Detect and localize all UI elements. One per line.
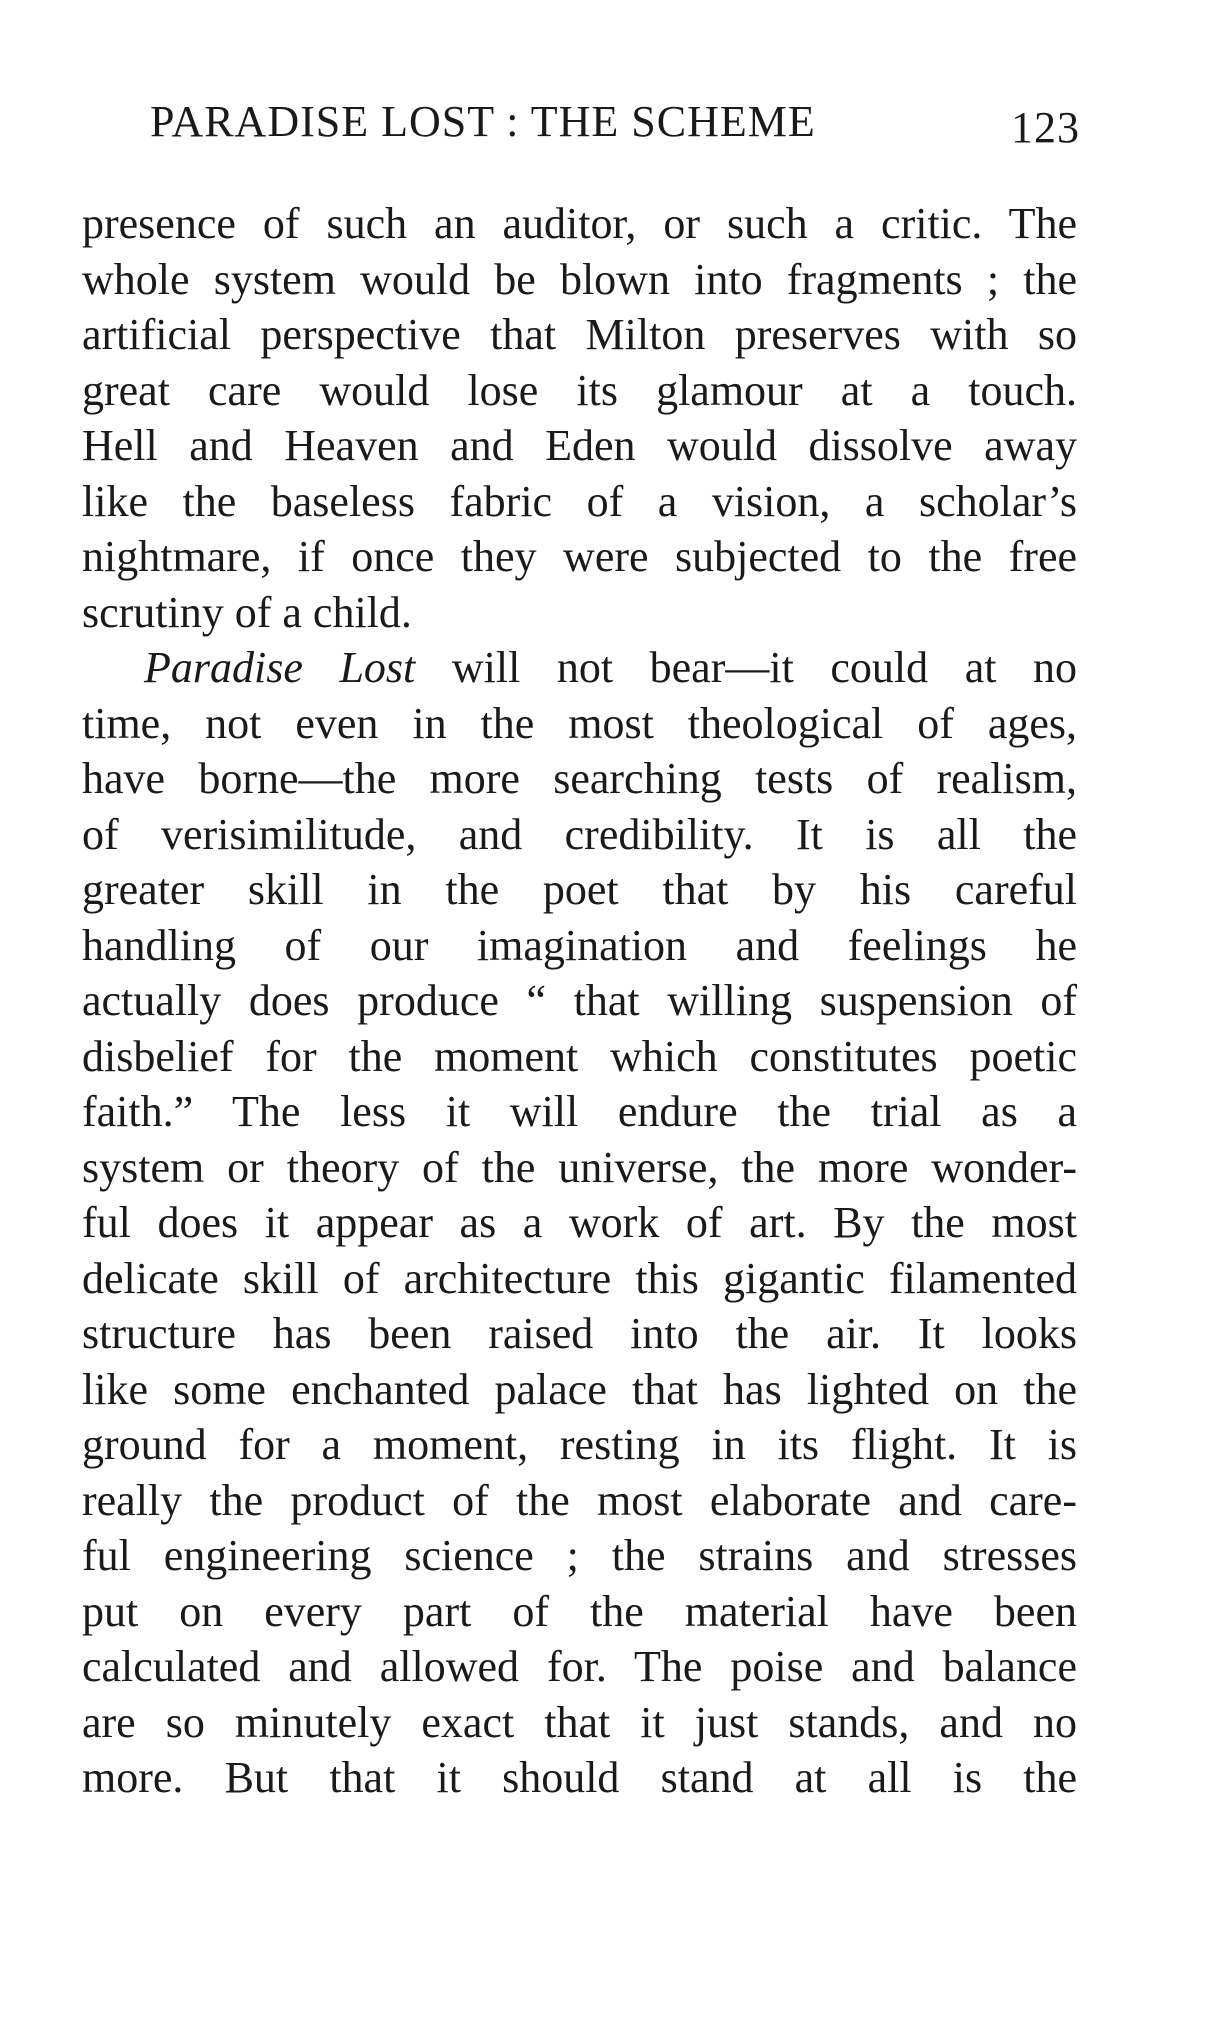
text-line: delicate skill of architecture this gigantic filamented xyxy=(82,1253,1077,1303)
text-line: ground for a moment, resting in its flight. It is xyxy=(82,1420,1077,1469)
text-line xyxy=(82,640,1077,696)
text-line: artificial perspective that Milton preserves with so xyxy=(82,310,1077,359)
text-line: like the baseless fabric of a vision, a scholar’s xyxy=(82,476,1077,526)
text-line: great care would lose its glamour at a touch. xyxy=(82,365,1077,415)
text-line: greater skill in the poet that by his careful xyxy=(82,865,1077,914)
text-line: time, not even in the most theological of ages, xyxy=(82,698,1077,748)
text-line: like some enchanted palace that has lighted on the xyxy=(82,1364,1077,1414)
text-line: faith.” The less it will endure the trial as a xyxy=(82,1087,1077,1136)
text-line: handling of our imagination and feelings he xyxy=(82,920,1077,970)
paragraph-2 xyxy=(82,640,1077,1806)
text-line: scrutiny of a child. xyxy=(82,587,412,637)
text-line: ful does it appear as a work of art. By the most xyxy=(82,1198,1077,1247)
text-line: ful engineering science ; the strains and stresses xyxy=(82,1531,1077,1580)
text-line: disbelief for the moment which constitutes poetic xyxy=(82,1031,1077,1081)
text-line: system or theory of the universe, the more wonder- xyxy=(82,1142,1077,1192)
text-line: are so minutely exact that it just stands, and no xyxy=(82,1697,1077,1747)
text-line: structure has been raised into the air. It looks xyxy=(82,1309,1077,1358)
text-line: have borne—the more searching tests of realism, xyxy=(82,754,1077,803)
body-text xyxy=(82,196,1077,1806)
text-line: whole system would be blown into fragments ; the xyxy=(82,254,1077,304)
paragraph-1 xyxy=(82,196,1077,640)
text-line: calculated and allowed for. The poise and balance xyxy=(82,1642,1077,1691)
text-line: of verisimilitude, and credibility. It is all the xyxy=(82,809,1077,859)
text-line: more. But that it should stand at all is the xyxy=(82,1753,1077,1802)
running-title: PARADISE LOST : THE SCHEME xyxy=(150,97,816,146)
running-head xyxy=(150,96,1080,156)
first-line-rest: will not bear—it could at no xyxy=(451,643,1078,692)
text-line: Hell and Heaven and Eden would dissolve away xyxy=(82,421,1077,470)
text-line: really the product of the most elaborate and care- xyxy=(82,1475,1077,1525)
text-line: presence of such an auditor, or such a critic. The xyxy=(82,199,1077,248)
text-line: nightmare, if once they were subjected to the free xyxy=(82,532,1077,581)
text-line: put on every part of the material have been xyxy=(82,1586,1077,1636)
page-number: 123 xyxy=(1011,103,1080,152)
work-title: Paradise Lost xyxy=(144,643,416,692)
text-line: actually does produce “ that willing suspension of xyxy=(82,976,1077,1025)
